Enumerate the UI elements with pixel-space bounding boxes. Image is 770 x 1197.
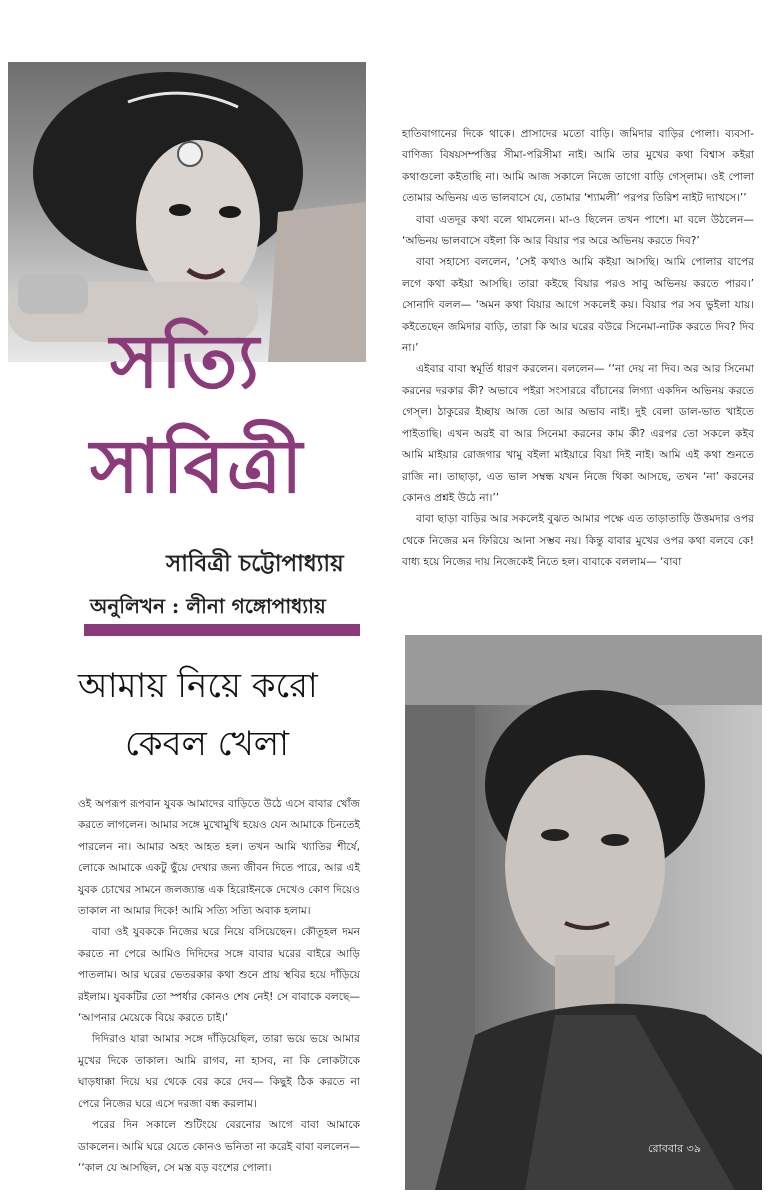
section-divider xyxy=(84,624,360,636)
right-paragraph-2: বাবা এতদূর কথা বলে থামলেন। মা-ও ছিলেন তখন পাশে। মা বলে উঠলেন— ‘অভিনয় ভালবাসে বইলা কি আর বিয়ার পর অরে অভিনয় করতে দিব?’ xyxy=(402,213,754,248)
author-name: সাবিত্রী চট্টোপাধ্যায় xyxy=(166,550,344,577)
actress-still-photo xyxy=(405,635,762,1190)
actress-portrait-illustration xyxy=(8,62,366,362)
right-paragraph-1: হাতিবাগানের দিকে থাকে। প্রাসাদের মতো বাড়ি। জমিদার বাড়ির পোলা। ব্যবসা-বাণিজ্য বিষয়সম্পত্তির সীমা-পরিসীমা নাই। আমি তার মুখের কথা বিশ্বাস কইরা কথাগুলো কইতাছি না। আমি আজ সকালে নিজে তাগো বাড়ি গেস্‌লাম। ওই পোলা তোমার অভিনয় এত ভালবাসে যে, তোমার ‘শ্যামলী’ পরপর তিরিশ নাইট দ্যাখসে।’’ xyxy=(402,128,754,205)
left-paragraph-1: ওই অপরূপ রূপবান যুবক আমাদের বাড়িতে উঠে এসে বাবার খোঁজ করতে লাগলেন। আমার সঙ্গে মুখোমুখি হয়েও যেন আমাকে চিনতেই পারলেন না। আমার অহং আহত হল। তখন আমি খ্যাতির শীর্ষে, লোকে আমাকে একটু ছুঁয়ে দেখার জন্য জীবন দিতে পারে, আর এই যুবক চোখের সামনে জলজ্যান্ত এক হিরোইনকে দেখেও কোণ দিয়েও তাকাল না আমার দিকে! আমি সত্যি সত্যি অবাক হলাম। xyxy=(78,798,360,918)
subtitle-line-2: কেবল খেলা xyxy=(125,724,289,764)
right-paragraph-4: এইবার বাবা স্বমূর্তি ধারণ করলেন। বললেন— ‘‘না দেয় না দিব। অর আর সিনেমা করনের দরকার কী? অভাবে পইরা সংসাররে বাঁচানের লিগ্যা একদিন অভিনয় করতে গেস্‌ল। ঠাকুরের ইচ্ছায় আজ তো আর অভাব নাই। দুই বেলা ডাল-ভাত খাইতে পাইতাছি। এখন অরই বা আর সিনেমা করনের কাম কী? এরপর তো সকলে কইব আমি মাইয়ার রোজগার খামু বইলা মাইয়ারে বিয়া দিই নাই। আমি এই কথা শুনতে রাজি না। তাছাড়া, এত ভাল সম্বন্ধ যখন নিজে থিকা আসছে, তখন ‘না’ করনের কোনও প্রশ্নই উঠে না।’’ xyxy=(402,363,754,504)
left-paragraph-4: পরের দিন সকালে শুটিংয়ে বেরনোর আগে বাবা আমাকে ডাকলেন। আমি ঘরে যেতে কোনও ভনিতা না করেই বাবা বললেন— ‘‘কাল যে আসছিল, সে মস্ত বড় বংশের পোলা। xyxy=(78,1119,360,1174)
actress-still-illustration xyxy=(405,635,762,1190)
right-paragraph-3: বাবা সহাস্যে বললেন, ‘সেই কথাও আমি কইয়া আসছি। আমি পোলার বাপের লগে কথা কইয়া আসছি। তারা কইছে বিয়ার পরও সাবু অভিনয় করতে পারব।’ সোনাদি বলল— ‘অমন কথা বিয়ার আগে সকলেই কয়। বিয়ার পর সব ভুইলা যায়। কইতেছেন জমিদার বাড়ি, তারা কি আর ঘরের বউরে সিনেমা-নাটক করতে দিব? দিব না।’ xyxy=(402,256,754,355)
transcriber-credit: অনুলিখন : লীনা গঙ্গোপাধ্যায় xyxy=(90,594,326,618)
right-text-column xyxy=(402,124,754,610)
subtitle-line-1: আমায় নিয়ে করো xyxy=(78,666,318,706)
title-line-2: সাবিত্রী xyxy=(90,424,305,510)
actress-portrait-photo xyxy=(8,62,366,362)
left-paragraph-2: বাবা ওই যুবককে নিজের ঘরে নিয়ে বসিয়েছেন। কৌতূহল দমন করতে না পেরে আমিও দিদিদের সঙ্গে বাবার ঘরের বাইরে আড়ি পাতলাম। আর ঘরের ভেতরকার কথা শুনে প্রায় স্থবির হয়ে দাঁড়িয়ে রইলাম। যুবকটির তো স্পর্ধার কোনও শেষ নেই! সে বাবাকে বলছে— ‘আপনার মেয়েকে বিয়ে করতে চাই।’ xyxy=(78,926,360,1025)
left-text-column xyxy=(78,794,360,1174)
title-line-1: সত্যি xyxy=(110,319,262,405)
page-number-label: রোববার ৩৯ xyxy=(648,1142,701,1155)
right-paragraph-5: বাবা ছাড়া বাড়ির আর সকলেই বুঝত আমার পক্ষে এত তাড়াতাড়ি উত্তমদার ওপর থেকে নিজের মন ফিরিয়ে আনা সম্ভব নয়। কিন্তু বাবার মুখের ওপর কথা বলবে কে! বাধ্য হয়ে নিজের দায় নিজেকেই নিতে হল। বাবাকে বললাম— ‘বাবা xyxy=(402,513,754,569)
left-paragraph-3: দিদিরাও যারা আমার সঙ্গে দাঁড়িয়েছিল, তারা ভয়ে ভয়ে আমার মুখের দিকে তাকাল। আমি রাগব, না হাসব, না কি লোকটাকে ঘাড়ধাক্কা দিয়ে ঘর থেকে বের করে দেব— কিছুই ঠিক করতে না পেরে নিজের ঘরে এসে দরজা বন্ধ করলাম। xyxy=(78,1033,360,1110)
